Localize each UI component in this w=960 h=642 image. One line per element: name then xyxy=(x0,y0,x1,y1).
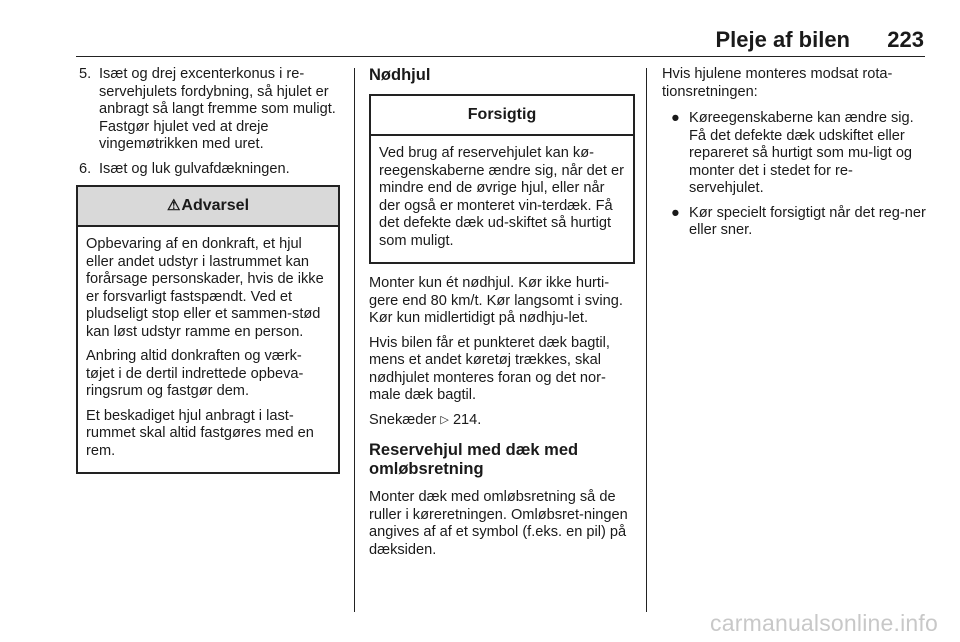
warning-box-header xyxy=(78,187,338,227)
warning-box-body xyxy=(78,227,338,472)
caution-box-header xyxy=(371,96,633,136)
list-item xyxy=(662,205,926,240)
list-item xyxy=(662,110,926,198)
step-item xyxy=(76,161,340,179)
column-divider-2 xyxy=(646,68,647,612)
warning-paragraph: Et beskadiget hjul anbragt i last-rummet skal altid fastgøres med en rem. xyxy=(86,407,314,459)
step-item xyxy=(76,66,340,154)
warning-paragraph: Opbevaring af en donkraft, et hjul eller andet udstyr i lastrummet kan forårsage personskader, hvis de ikke er forsvarligt fastspændt. Ved et pludseligt stop eller et sammen-stød kan løst udstyr ramme en person. xyxy=(86,236,324,340)
warning-box xyxy=(76,185,340,474)
body-paragraph: Monter kun ét nødhjul. Kør ikke hurti-gere end 80 km/t. Kør langsomt i sving. Kør kun midlertidigt på nødhju-let. xyxy=(369,275,623,326)
caution-box-body xyxy=(371,136,633,262)
warning-paragraph: Anbring altid donkraften og værk-tøjet i de dertil indrettede opbeva-ringsrum og fastgør dem. xyxy=(86,348,304,399)
instruction-steps xyxy=(76,66,340,178)
body-paragraph: Hvis bilen får et punkteret dæk bagtil, mens et andet køretøj trækkes, skal nødhjulet monteres foran og det nor-male dæk bagtil. xyxy=(369,334,610,403)
step-number: 5. xyxy=(79,66,92,82)
reference-label: Snekæder xyxy=(369,411,437,428)
list-item-text: Kør specielt forsigtigt når det reg-ner eller sner. xyxy=(689,204,926,238)
caution-title: Forsigtig xyxy=(467,106,537,124)
bullet-icon: ● xyxy=(671,110,680,126)
page-header-title: Pleje af bilen xyxy=(715,27,850,52)
page-number: 223 xyxy=(887,27,924,52)
step-text: Isæt og drej excenterkonus i re-servehjulets fordybning, så hjulet er anbragt så langt fremme som muligt. Fastgør hjulet ved at dreje vingemøtrikken med uret. xyxy=(99,66,336,152)
watermark: carmanualsonline.info xyxy=(710,610,938,636)
body-paragraph: Monter dæk med omløbsretning så de ruller i køreretningen. Omløbsret-ningen angives af af et symbol (f.eks. en pil) på dæksiden. xyxy=(369,489,628,558)
column-divider-1 xyxy=(354,68,355,612)
bullet-list xyxy=(662,110,926,240)
subsection-heading: Reservehjul med dæk med omløbsretning xyxy=(369,441,579,478)
intro-paragraph: Hvis hjulene monteres modsat rota-tionsretningen: xyxy=(662,66,893,100)
reference-arrow-icon: ▷ xyxy=(440,413,449,426)
list-item-text: Køreegenskaberne kan ændre sig. Få det defekte dæk udskiftet eller repareret så hurtigt som mu-ligt og monter det i stedet for re-servehjulet. xyxy=(689,110,914,196)
header-divider xyxy=(76,56,925,57)
caution-text: Ved brug af reservehjulet kan kø-reegenskaberne ændre sig, når det er mindre end de øvrige hjul, eller når der også er monteret vin-terdæk. Få det defekte dæk ud-skiftet så hurtigt som muligt. xyxy=(379,145,625,249)
caution-box xyxy=(369,94,635,264)
reference-page: 214. xyxy=(452,411,482,428)
step-number: 6. xyxy=(79,160,92,177)
column-2 xyxy=(369,66,635,566)
column-3 xyxy=(662,66,926,247)
cross-reference[interactable] xyxy=(369,412,635,430)
section-heading: Nødhjul xyxy=(369,66,431,84)
warning-title: Advarsel xyxy=(181,197,250,215)
warning-triangle-icon: ⚠ xyxy=(166,197,181,215)
bullet-icon: ● xyxy=(671,204,680,221)
column-1 xyxy=(76,66,340,474)
step-text: Isæt og luk gulvafdækningen. xyxy=(99,160,290,177)
